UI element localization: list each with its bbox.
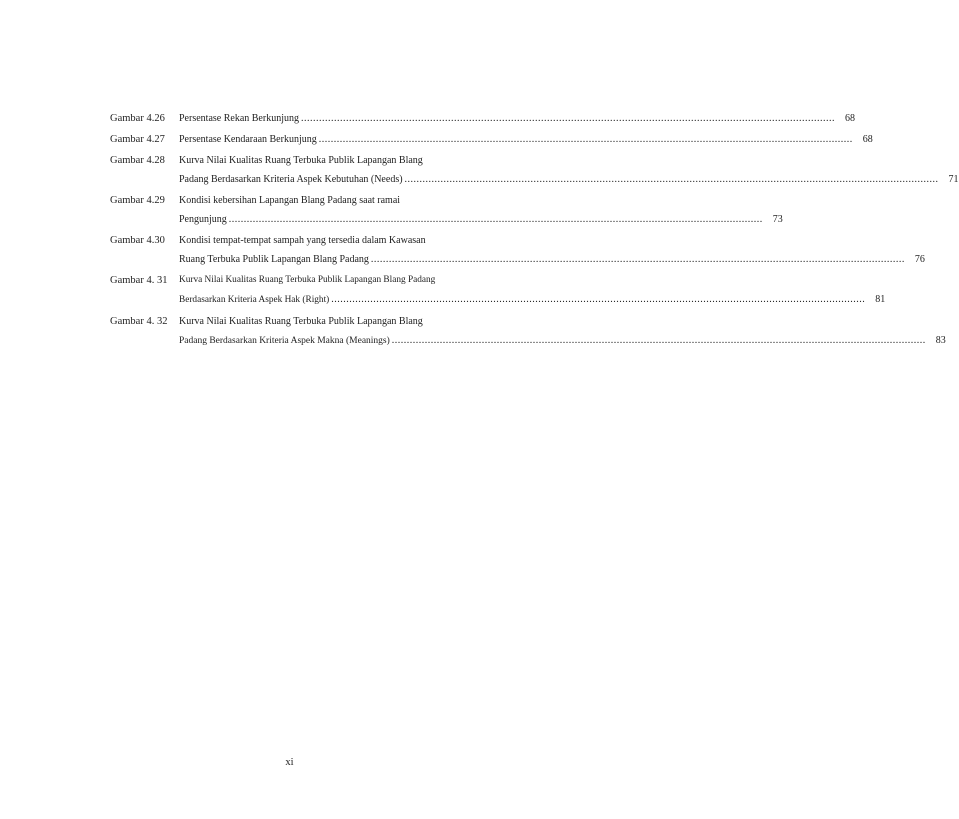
footer-page-number: xi — [285, 757, 294, 768]
figure-caption-text: Pengunjung — [179, 214, 227, 225]
figure-number: Gambar 4.26 — [110, 113, 165, 124]
figure-caption-line — [179, 109, 855, 128]
dot-leader — [301, 109, 835, 128]
dot-leader — [405, 170, 939, 189]
figure-caption-text: Padang Berdasarkan Kriteria Aspek Makna (Meanings) — [179, 336, 390, 346]
page-number: 83 — [935, 335, 946, 346]
figure-caption-text: Kondisi kebersihan Lapangan Blang Padang saat ramai — [179, 195, 401, 206]
figure-caption-text: Kurva Nilai Kualitas Ruang Terbuka Publik Lapangan Blang — [179, 316, 423, 327]
figure-caption-line — [179, 151, 959, 170]
dot-leader — [331, 290, 865, 309]
figure-entry-4-30 — [110, 231, 925, 269]
figure-entry-4-32 — [110, 312, 946, 351]
dot-leader — [392, 331, 926, 350]
figure-caption-text: Ruang Terbuka Publik Lapangan Blang Padang — [179, 254, 369, 265]
figure-caption-line — [179, 331, 946, 351]
dot-leader — [319, 130, 853, 149]
figure-caption-line — [179, 231, 925, 250]
figure-caption-line — [179, 210, 783, 229]
figure-entry-4-29 — [110, 191, 783, 229]
figure-description — [179, 271, 885, 310]
figure-description — [179, 130, 873, 149]
figure-description — [179, 231, 925, 269]
figure-entry-4-27 — [110, 130, 873, 149]
figure-number: Gambar 4.27 — [110, 134, 165, 145]
page-number: 71 — [948, 174, 959, 185]
figure-caption-line — [179, 170, 959, 189]
page-number: 76 — [914, 254, 925, 265]
list-of-figures — [110, 109, 959, 353]
page-number: 73 — [772, 214, 783, 225]
figure-caption-line — [179, 271, 885, 290]
figure-entry-4-31 — [110, 271, 886, 310]
figure-caption-text: Kondisi tempat-tempat sampah yang tersedia dalam Kawasan — [179, 235, 426, 246]
figure-number: Gambar 4. 32 — [110, 316, 168, 327]
dot-leader — [229, 210, 763, 229]
figure-caption-text: Berdasarkan Kriteria Aspek Hak (Right) — [179, 295, 330, 305]
figure-description — [179, 151, 959, 189]
figure-number: Gambar 4. 31 — [110, 275, 168, 286]
figure-caption-text: Padang Berdasarkan Kriteria Aspek Kebutuhan (Needs) — [179, 174, 403, 185]
figure-caption-line — [179, 130, 873, 149]
figure-caption-line — [179, 250, 925, 269]
dot-leader — [371, 250, 905, 269]
figure-number: Gambar 4.30 — [110, 235, 165, 246]
figure-caption-line — [179, 290, 885, 310]
figure-entry-4-26 — [110, 109, 855, 128]
figure-caption-text: Kurva Nilai Kualitas Ruang Terbuka Publik Lapangan Blang Padang — [179, 275, 436, 285]
page-number: 81 — [875, 294, 886, 305]
page-number: 68 — [844, 113, 855, 124]
figure-number: Gambar 4.29 — [110, 195, 165, 206]
figure-caption-text: Persentase Kendaraan Berkunjung — [179, 134, 317, 145]
figure-description — [179, 312, 946, 351]
figure-caption-text: Kurva Nilai Kualitas Ruang Terbuka Publik Lapangan Blang — [179, 155, 423, 166]
figure-description — [179, 109, 855, 128]
figure-caption-line — [179, 191, 783, 210]
figure-number: Gambar 4.28 — [110, 155, 165, 166]
figure-entry-4-28 — [110, 151, 959, 189]
figure-caption-line — [179, 312, 946, 331]
figure-description — [179, 191, 783, 229]
figure-caption-text: Persentase Rekan Berkunjung — [179, 113, 299, 124]
page-number: 68 — [862, 134, 873, 145]
